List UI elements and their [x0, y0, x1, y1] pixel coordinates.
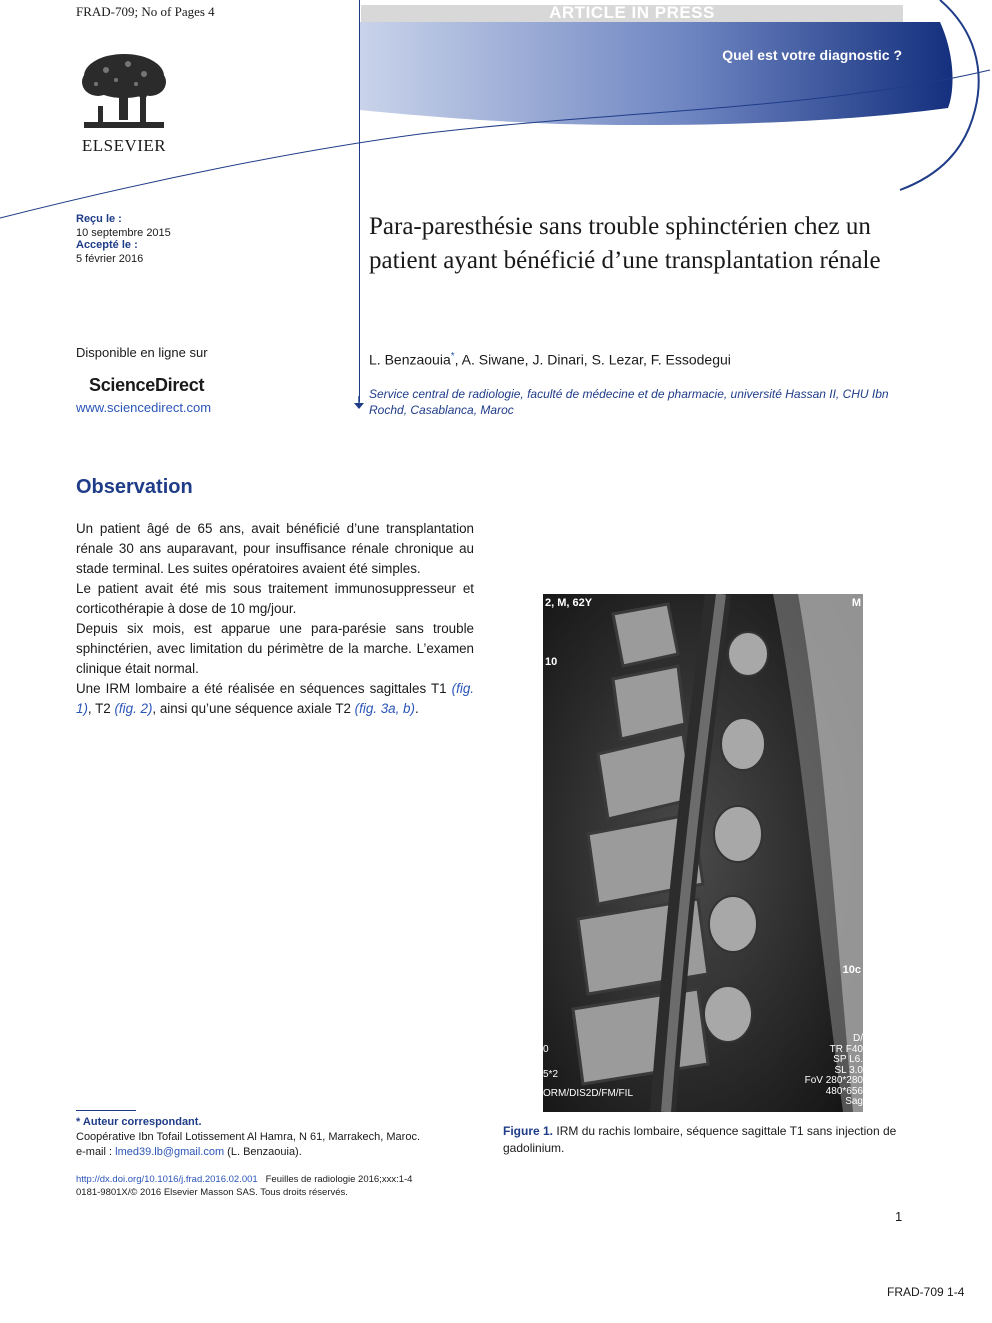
copyright: 0181-9801X/© 2016 Elsevier Masson SAS. Tous droits réservés. — [76, 1187, 348, 1198]
author-list — [369, 351, 731, 368]
article-in-press-banner: ARTICLE IN PRESS — [549, 3, 715, 22]
elsevier-tree-logo-icon — [76, 52, 172, 134]
figure-3-link[interactable]: (fig. 3a, b) — [354, 701, 415, 716]
footnote-label: * Auteur correspondant. — [76, 1116, 202, 1128]
paragraph-text: , ainsi qu’une séquence axiale T2 — [152, 701, 355, 716]
sciencedirect-logo: ScienceDirect — [89, 375, 205, 395]
caption-text: IRM du rachis lombaire, séquence sagittale T1 sans injection de gadolinium. — [503, 1124, 897, 1155]
mri-overlay-text: 10 — [545, 656, 558, 668]
footnote-email-line — [76, 1145, 476, 1160]
mri-param: TR F40 — [829, 1043, 863, 1055]
paragraph-text: Une IRM lombaire a été réalisée en séquences sagittales T1 — [76, 681, 452, 696]
article-title: Para-paresthésie sans trouble sphinctérien chez un patient ayant bénéficié d’une transplantation rénale — [369, 213, 881, 274]
figure-label: Figure 1. — [503, 1124, 554, 1138]
doi-line — [76, 1173, 496, 1186]
citation-block — [76, 1173, 496, 1199]
doi-link[interactable]: http://dx.doi.org/10.1016/j.frad.2016.02.001 — [76, 1174, 258, 1185]
mri-figure — [543, 594, 863, 1112]
mri-param: Sag — [845, 1096, 863, 1107]
publisher-name: ELSEVIER — [81, 136, 167, 155]
sciencedirect-link[interactable]: www.sciencedirect.com — [76, 400, 212, 415]
mri-param: D/ — [853, 1033, 863, 1044]
affiliation: Service central de radiologie, faculté de médecine et de pharmacie, université Hassan II, CHU Ibn Rochd, Casablanca, Maroc — [369, 387, 889, 417]
footnote-rule — [76, 1110, 136, 1111]
mri-overlay-text: M — [851, 597, 861, 609]
mri-overlay-text: 5*2 — [543, 1069, 559, 1080]
paragraph: Depuis six mois, est apparue une para-parésie sans trouble sphinctérien, avec limitation du périmètre de la marche. L’examen clinique était normal. — [76, 621, 474, 676]
footnote-address: Coopérative Ibn Tofail Lotissement Al Hamra, N 61, Marrakech, Maroc. — [76, 1131, 421, 1143]
mri-overlay-text: ORM/DIS2D/FM/FIL — [543, 1088, 634, 1099]
mri-param: SL 3.0 — [834, 1064, 863, 1076]
mri-param: 480*656 — [825, 1085, 863, 1097]
email-owner: (L. Benzaouia). — [224, 1146, 302, 1158]
paragraph — [76, 679, 474, 719]
corresponding-author-mark[interactable]: * — [450, 351, 455, 362]
paragraph-text: . — [414, 701, 419, 716]
mri-parameters — [805, 1034, 863, 1108]
vertical-divider — [359, 0, 360, 402]
mri-overlay-text: 0 — [543, 1044, 549, 1055]
email-link[interactable]: lmed39.lb@gmail.com — [115, 1146, 225, 1158]
mri-overlay-text: 2, M, 62Y — [545, 597, 593, 609]
header-reference: FRAD-709; No of Pages 4 — [76, 4, 215, 19]
received-label: Reçu le : — [76, 213, 122, 225]
first-author: L. Benzaouia — [369, 351, 451, 368]
paragraph: Un patient âgé de 65 ans, avait bénéficié d’une transplantation rénale 30 ans auparavant, pour insuffisance rénale chronique au stade terminal. Les suites opératoires avaient été simples. — [76, 521, 474, 576]
other-authors: , A. Siwane, J. Dinari, S. Lezar, F. Essodegui — [454, 351, 731, 368]
figure-2-link[interactable]: (fig. 2) — [114, 701, 153, 716]
accepted-date: 5 février 2016 — [76, 253, 144, 265]
accepted-label: Accepté le : — [76, 239, 138, 251]
mri-scale-label: 10c — [842, 964, 861, 976]
paragraph: Le patient avait été mis sous traitement immunosuppresseur et corticothérapie à dose de 10 mg/jour. — [76, 581, 474, 616]
figure-caption — [503, 1123, 903, 1157]
body-text — [76, 519, 474, 719]
footer-reference: FRAD-709 1-4 — [887, 1285, 965, 1299]
rubric-label: Quel est votre diagnostic ? — [722, 47, 902, 63]
mri-param: SP L6. — [833, 1054, 863, 1065]
mri-param: FoV 280*280 — [804, 1075, 863, 1086]
email-label: e-mail : — [76, 1146, 116, 1158]
arrow-down-icon — [352, 396, 366, 410]
section-heading: Observation — [76, 476, 193, 498]
received-date: 10 septembre 2015 — [76, 227, 171, 239]
figure-1-link[interactable]: (fig. 1) — [76, 681, 474, 716]
footnote — [76, 1115, 476, 1160]
online-label: Disponible en ligne sur — [76, 345, 208, 360]
paragraph-text: , T2 — [87, 701, 115, 716]
page-number: 1 — [895, 1209, 903, 1224]
journal-citation: Feuilles de radiologie 2016;xxx:1-4 — [265, 1174, 413, 1185]
